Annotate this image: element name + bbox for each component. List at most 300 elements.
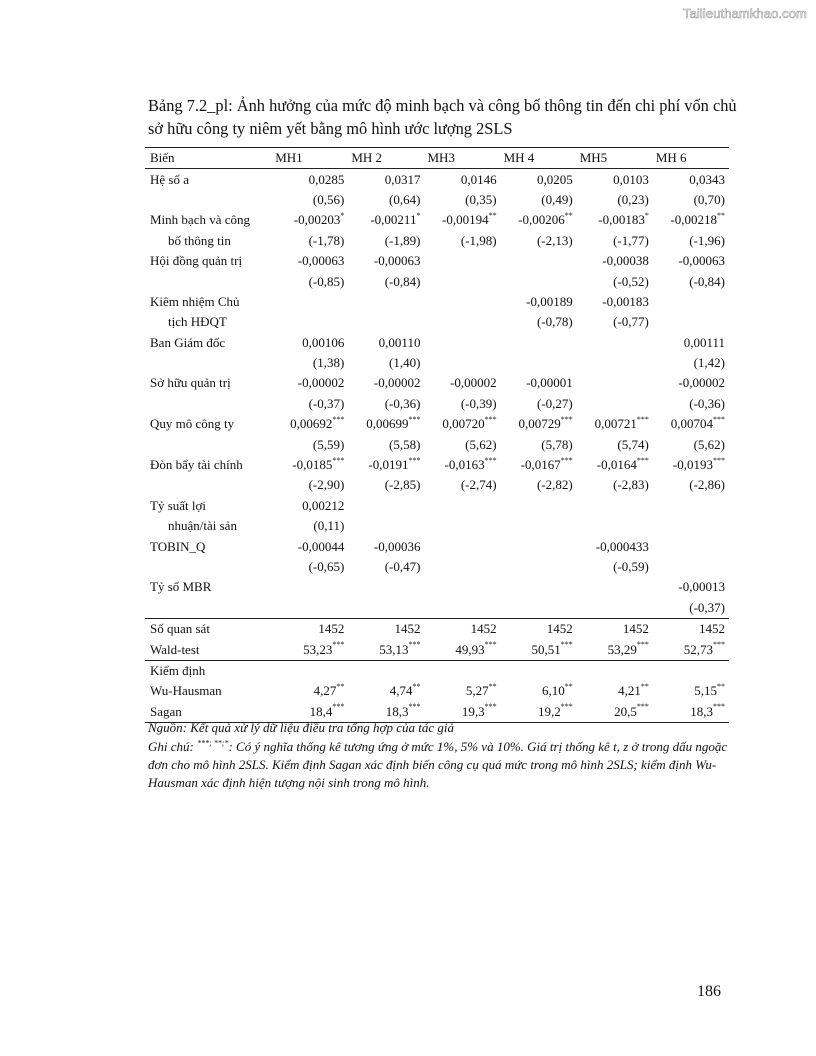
table-cell [272, 681, 348, 701]
table-cell [272, 496, 348, 516]
cell-value: (-2,83) [613, 477, 649, 493]
table-cell [501, 577, 577, 597]
cell-value: (-0,27) [536, 395, 573, 411]
significance-stars: *** [408, 455, 421, 465]
cell-value: (0,49) [541, 191, 573, 207]
cell-value: 0,0146 [460, 171, 497, 187]
cell-value: 18,3 [690, 703, 713, 719]
cell-value: (1,38) [312, 355, 345, 371]
table-cell [653, 292, 729, 312]
cell-value: 19,3 [461, 703, 485, 719]
table-cell [577, 394, 653, 414]
table-cell [653, 312, 729, 332]
table-cell [348, 475, 424, 495]
table-cell [501, 618, 577, 639]
table-row [145, 169, 729, 190]
row-label: bố thông tin [168, 232, 231, 248]
table-cell [424, 598, 500, 619]
table-cell [501, 292, 577, 312]
cell-value: (-0,78) [536, 314, 573, 330]
table-row [145, 660, 729, 681]
table-cell [577, 210, 653, 230]
row-label: Tỷ số MBR [150, 579, 212, 595]
cell-value: 18,4 [309, 703, 333, 719]
significance-stars: ** [412, 682, 421, 692]
table-cell [272, 516, 348, 536]
table-cell [501, 190, 577, 210]
cell-value: -0,00001 [526, 375, 573, 391]
cell-value: 53,23 [303, 641, 333, 657]
cell-value: 0,0343 [689, 171, 725, 187]
cell-value: (0,35) [465, 191, 497, 207]
cell-value: -0,00189 [526, 293, 573, 309]
table-cell [272, 557, 348, 577]
table-cell [577, 577, 653, 597]
table-cell [424, 414, 500, 434]
table-cell [272, 353, 348, 373]
cell-value: -0,00002 [678, 375, 725, 391]
table-cell [653, 190, 729, 210]
significance-stars: * [416, 211, 421, 221]
page-number: 186 [697, 983, 721, 1000]
table-row [145, 251, 729, 271]
row-label: Wu-Hausman [150, 683, 222, 699]
cell-value: -0,0185 [292, 457, 333, 473]
cell-value: (-2,85) [384, 477, 421, 493]
table-cell [501, 557, 577, 577]
table-cell [424, 312, 500, 332]
cell-value: -0,0167 [520, 457, 561, 473]
cell-value: -0,00002 [373, 375, 421, 391]
table-cell [272, 333, 348, 353]
table-cell [424, 516, 500, 536]
table-cell [348, 618, 424, 639]
table-cell [348, 681, 424, 701]
table-cell [501, 536, 577, 556]
table-cell [424, 475, 500, 495]
table-row [145, 681, 729, 701]
cell-value: (0,70) [693, 191, 725, 207]
table-cell [272, 618, 348, 639]
table-cell [272, 312, 348, 332]
cell-value: -0,00211 [370, 212, 417, 228]
table-cell [272, 210, 348, 230]
header-model-1: MH1 [272, 148, 348, 169]
table-row [145, 618, 729, 639]
footnote-body: : Có ý nghĩa thống kê tương ứng ở mức 1%, 5% và 10%. Giá trị thống kê t, z ở trong dấu ngoặc đơn cho mô hình 2SLS. Kiểm định Sagan xác định biến công cụ quá mức trong mô hình 2SLS; kiểm định Wu-Hausman xác định hiện tượng nội sinh trong mô hình. [148, 739, 728, 790]
table-cell [653, 353, 729, 373]
cell-value: 1452 [622, 621, 649, 637]
cell-value: -0,00063 [373, 253, 421, 269]
row-label: nhuận/tài sản [168, 518, 237, 534]
table-cell [577, 333, 653, 353]
table-cell [653, 536, 729, 556]
cell-value: (-2,90) [308, 477, 345, 493]
significance-stars: *** [560, 702, 573, 712]
table-cell [501, 598, 577, 619]
table-cell [653, 516, 729, 536]
row-label: Số quan sát [145, 618, 272, 639]
table-cell [272, 251, 348, 271]
table-cell [653, 639, 729, 660]
table-cell [501, 660, 577, 681]
table-cell [577, 557, 653, 577]
table-cell [653, 557, 729, 577]
table-cell [577, 618, 653, 639]
table-cell [501, 312, 577, 332]
table-cell [424, 333, 500, 353]
table-row [145, 231, 729, 251]
row-label [145, 271, 272, 291]
table-cell [501, 333, 577, 353]
table-cell [424, 536, 500, 556]
cell-value: 4,21 [618, 683, 641, 699]
table-row [145, 353, 729, 373]
regression-table [145, 147, 729, 723]
header-model-4: MH 4 [501, 148, 577, 169]
table-cell [348, 373, 424, 393]
table-cell [653, 598, 729, 619]
table-cell [653, 271, 729, 291]
row-label: Sagan [145, 702, 272, 723]
table-cell [653, 475, 729, 495]
cell-value: (-0,36) [384, 395, 421, 411]
table-cell [424, 394, 500, 414]
table-cell [348, 333, 424, 353]
row-label: Minh bạch và công [150, 212, 251, 228]
cell-value: -0,00013 [678, 579, 725, 595]
table-cell [501, 373, 577, 393]
table-cell [501, 353, 577, 373]
table-cell [501, 516, 577, 536]
table-cell [501, 414, 577, 434]
cell-value: 0,0205 [536, 171, 573, 187]
significance-stars: ** [717, 682, 725, 692]
cell-value: (-1,77) [613, 232, 649, 248]
significance-stars: ** [564, 211, 573, 221]
table-cell [348, 394, 424, 414]
table-cell [348, 577, 424, 597]
cell-value: 0,00704 [670, 416, 713, 432]
significance-stars: ** [488, 682, 497, 692]
table-cell [348, 292, 424, 312]
row-label [145, 598, 272, 619]
row-label: tịch HĐQT [168, 314, 227, 330]
cell-value: -0,000433 [595, 538, 649, 554]
table-cell [424, 681, 500, 701]
cell-value: (-1,89) [384, 232, 421, 248]
significance-stars: *** [560, 455, 573, 465]
table-row [145, 496, 729, 516]
table-cell [501, 475, 577, 495]
source-note: Nguồn: Kết quả xử lý dữ liệu điều tra tổng hợp của tác giả [148, 720, 454, 735]
table-cell [653, 618, 729, 639]
table-cell [653, 169, 729, 190]
table-cell [501, 455, 577, 475]
table-cell [272, 598, 348, 619]
cell-value: 1452 [699, 621, 725, 637]
table-cell [348, 434, 424, 454]
watermark: Tailieuthamkhao.com [682, 6, 807, 21]
table-cell [653, 231, 729, 251]
table-cell [348, 312, 424, 332]
table-cell [653, 333, 729, 353]
table-cell [272, 169, 348, 190]
cell-value: -0,00063 [297, 253, 345, 269]
significance-stars: *** [713, 414, 725, 424]
table-cell [424, 169, 500, 190]
cell-value: 53,13 [379, 641, 409, 657]
table-cell [348, 639, 424, 660]
table-cell [272, 434, 348, 454]
footnote-prefix: Ghi chú: [148, 739, 198, 754]
table-cell [348, 496, 424, 516]
cell-value: -0,00002 [449, 375, 497, 391]
table-row [145, 557, 729, 577]
significance-stars: *** [484, 640, 497, 650]
table-cell [272, 271, 348, 291]
significance-stars: ** [717, 211, 725, 221]
cell-value: (-0,36) [689, 395, 725, 411]
table-cell [653, 414, 729, 434]
cell-value: -0,00002 [297, 375, 345, 391]
table-cell [424, 210, 500, 230]
table-cell [424, 434, 500, 454]
table-cell [577, 271, 653, 291]
significance-stars: ** [488, 211, 497, 221]
table-cell [577, 292, 653, 312]
table-cell [577, 353, 653, 373]
header-model-5: MH5 [577, 148, 653, 169]
table-cell [272, 373, 348, 393]
significance-stars: *** [636, 414, 649, 424]
table-cell [577, 681, 653, 701]
table-row [145, 577, 729, 597]
table-cell [653, 251, 729, 271]
cell-value: 4,74 [389, 683, 413, 699]
cell-value: 19,2 [537, 703, 561, 719]
table-cell [272, 639, 348, 660]
table-cell [577, 169, 653, 190]
cell-value: 50,51 [531, 641, 561, 657]
significance-stars: *** [484, 414, 497, 424]
cell-value: (-0,37) [689, 599, 725, 615]
cell-value: -0,00183 [602, 293, 649, 309]
cell-value: 20,5 [614, 703, 637, 719]
cell-value: 52,73 [683, 641, 713, 657]
cell-value: 0,00212 [302, 497, 345, 513]
table-cell [348, 557, 424, 577]
cell-value: (-2,74) [460, 477, 497, 493]
table-cell [348, 414, 424, 434]
significance-stars: *** [332, 640, 345, 650]
cell-value: 0,0103 [613, 171, 649, 187]
cell-value: (1,40) [389, 355, 421, 371]
cell-value: 0,00721 [594, 416, 637, 432]
footnote-stars: ***; **;* [197, 738, 229, 748]
cell-value: 5,27 [465, 683, 489, 699]
table-cell [424, 577, 500, 597]
table-row [145, 434, 729, 454]
cell-value: (-0,85) [308, 273, 345, 289]
table-cell [577, 312, 653, 332]
significance-stars: ** [564, 682, 573, 692]
table-cell [577, 639, 653, 660]
cell-value: -0,00036 [373, 538, 421, 554]
table-row [145, 455, 729, 475]
table-cell [653, 434, 729, 454]
cell-value: (-1,78) [308, 232, 345, 248]
significance-stars: *** [713, 455, 725, 465]
table-cell [272, 475, 348, 495]
cell-value: (-0,47) [384, 559, 421, 574]
table-cell [501, 681, 577, 701]
cell-value: 0,00106 [302, 334, 345, 350]
table-cell [348, 210, 424, 230]
cell-value: 4,27 [313, 683, 337, 699]
table-cell [577, 660, 653, 681]
significance-stars: ** [640, 682, 649, 692]
table-cell [424, 455, 500, 475]
table-cell [501, 496, 577, 516]
table-cell [424, 660, 500, 681]
table-cell [501, 231, 577, 251]
significance-stars: *** [636, 702, 649, 712]
row-label: Kiểm định [145, 660, 272, 681]
significance-stars: * [340, 211, 345, 221]
cell-value: (5,59) [312, 436, 345, 452]
row-label: Sở hữu quản trị [150, 375, 231, 391]
cell-value: 0,0285 [308, 171, 345, 187]
table-cell [653, 394, 729, 414]
cell-value: (-0,77) [613, 314, 649, 330]
table-cell [424, 231, 500, 251]
row-label: Wald-test [150, 641, 200, 657]
table-cell [577, 536, 653, 556]
cell-value: (5,74) [617, 436, 649, 452]
significance-stars: *** [332, 455, 345, 465]
table-cell [501, 639, 577, 660]
table-cell [653, 455, 729, 475]
table-cell [653, 660, 729, 681]
cell-value: 0,00692 [290, 416, 333, 432]
table-caption: Bảng 7.2_pl: Ảnh hưởng của mức độ minh bạch và công bố thông tin đến chi phí vốn chủ sở hữu công ty niêm yết bằng mô hình ước lượng 2SLS [148, 96, 737, 138]
cell-value: -0,00038 [602, 253, 649, 269]
cell-value: 1452 [394, 621, 421, 637]
table-cell [501, 169, 577, 190]
table-cell [577, 190, 653, 210]
table-cell [577, 516, 653, 536]
row-label: TOBIN_Q [150, 538, 206, 554]
table-cell [577, 496, 653, 516]
row-label: Hệ số a [150, 171, 189, 187]
significance-stars: *** [484, 455, 497, 465]
table-cell [424, 251, 500, 271]
table-cell [501, 251, 577, 271]
table-row [145, 536, 729, 556]
cell-value: 0,00720 [442, 416, 485, 432]
row-label: Ban Giám đốc [150, 334, 226, 350]
table-row [145, 598, 729, 619]
table-cell [424, 292, 500, 312]
cell-value: (0,56) [312, 191, 345, 207]
cell-value: (-1,98) [460, 232, 497, 248]
row-label: Kiêm nhiệm Chủ [150, 293, 240, 309]
header-model-2: MH 2 [348, 148, 424, 169]
table-row [145, 414, 729, 434]
cell-value: (-2,82) [536, 477, 573, 493]
cell-value: 53,29 [607, 641, 637, 657]
significance-stars: ** [336, 682, 345, 692]
cell-value: (5,62) [693, 436, 725, 452]
table-cell [348, 455, 424, 475]
significance-stars: *** [560, 414, 573, 424]
row-label: Tỷ suất lợi [150, 497, 206, 513]
cell-value: (-0,65) [308, 559, 345, 574]
cell-value: -0,00194 [441, 212, 489, 228]
table-cell [577, 231, 653, 251]
cell-value: (-1,96) [689, 232, 725, 248]
table-cell [577, 414, 653, 434]
table-row [145, 190, 729, 210]
row-label: Hội đồng quản trị [150, 253, 243, 269]
cell-value: 0,00111 [683, 334, 725, 350]
table-cell [577, 373, 653, 393]
table-cell [424, 618, 500, 639]
significance-stars: *** [408, 640, 421, 650]
table-cell [577, 598, 653, 619]
cell-value: (-0,84) [689, 273, 725, 289]
table-cell [577, 251, 653, 271]
table-cell [348, 169, 424, 190]
header-model-6: MH 6 [653, 148, 729, 169]
row-label [145, 394, 272, 414]
cell-value: 5,15 [694, 683, 717, 699]
table-row [145, 292, 729, 312]
cell-value: 18,3 [385, 703, 409, 719]
cell-value: (-0,37) [308, 395, 345, 411]
table-cell [272, 190, 348, 210]
table-cell [348, 598, 424, 619]
table-row [145, 394, 729, 414]
table-cell [424, 639, 500, 660]
table-cell [501, 434, 577, 454]
table-cell [348, 536, 424, 556]
table-row [145, 271, 729, 291]
cell-value: 1452 [546, 621, 573, 637]
cell-value: -0,00206 [518, 212, 565, 228]
cell-value: (-2,13) [536, 232, 573, 248]
table-cell [424, 271, 500, 291]
table-cell [577, 475, 653, 495]
cell-value: 49,93 [455, 641, 485, 657]
table-cell [272, 292, 348, 312]
significance-stars: *** [713, 640, 725, 650]
cell-value: -0,00063 [678, 253, 725, 269]
row-label: Đòn bẩy tài chính [150, 457, 243, 473]
cell-value: (5,78) [541, 436, 573, 452]
table-cell [653, 210, 729, 230]
cell-value: (0,23) [617, 191, 649, 207]
cell-value: -0,00218 [670, 212, 717, 228]
table-cell [348, 271, 424, 291]
header-variable: Biến [145, 148, 272, 169]
cell-value: -0,0191 [368, 457, 409, 473]
cell-value: (-0,52) [613, 273, 649, 289]
cell-value: -0,0193 [672, 457, 713, 473]
table-cell [348, 251, 424, 271]
cell-value: 0,00729 [518, 416, 561, 432]
